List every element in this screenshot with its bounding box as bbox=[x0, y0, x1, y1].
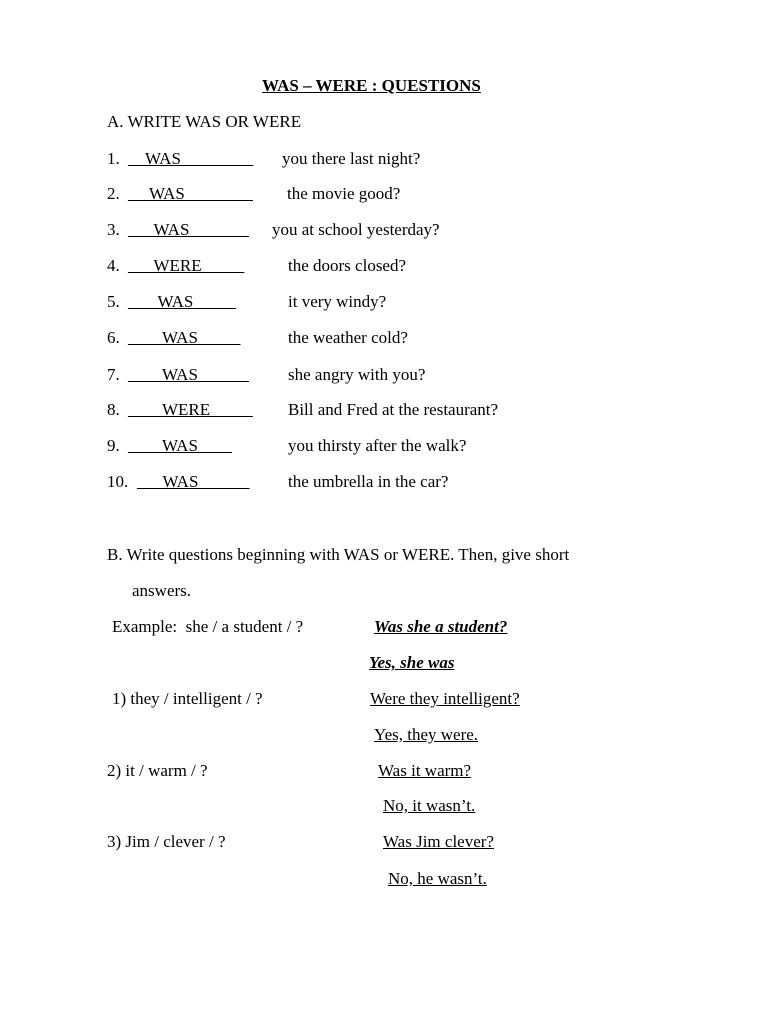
item-prompt: 2) it / warm / ? bbox=[107, 761, 208, 780]
item-text: you thirsty after the walk? bbox=[288, 436, 467, 455]
item-prompt: 3) Jim / clever / ? bbox=[107, 832, 226, 851]
example-prompt: Example: she / a student / ? bbox=[112, 617, 304, 636]
item-number: 3. bbox=[107, 220, 120, 239]
item-answer: No, it wasn’t. bbox=[383, 796, 476, 815]
section-b-heading-continued: answers. bbox=[132, 581, 192, 600]
answer-blank: ____WAS______ bbox=[128, 365, 249, 384]
answer-blank: ____WAS____ bbox=[128, 436, 232, 455]
item-text: the weather cold? bbox=[288, 328, 408, 347]
item-text: it very windy? bbox=[288, 292, 387, 311]
page-title: WAS – WERE : QUESTIONS bbox=[262, 76, 481, 95]
answer-blank: ____WERE_____ bbox=[128, 400, 253, 419]
item-number: 9. bbox=[107, 436, 120, 455]
item-text: the umbrella in the car? bbox=[288, 472, 449, 491]
item-number: 8. bbox=[107, 400, 120, 419]
item-number: 10. bbox=[107, 472, 129, 491]
section-b-heading: B. Write questions beginning with WAS or WERE. Then, give short bbox=[107, 545, 570, 564]
item-text: the movie good? bbox=[287, 184, 401, 203]
answer-blank: ___WERE_____ bbox=[128, 256, 245, 275]
example-answer: Yes, she was bbox=[369, 653, 455, 672]
item-text: the doors closed? bbox=[288, 256, 407, 275]
answer-blank: ___WAS______ bbox=[137, 472, 250, 491]
item-number: 4. bbox=[107, 256, 120, 275]
answer-blank: __ WAS________ bbox=[128, 184, 253, 203]
item-number: 1. bbox=[107, 149, 120, 168]
item-answer: Yes, they were. bbox=[374, 725, 479, 744]
item-question: Was it warm? bbox=[378, 761, 472, 780]
item-text: she angry with you? bbox=[288, 365, 426, 384]
section-a-heading: A. WRITE WAS OR WERE bbox=[107, 112, 302, 131]
item-number: 7. bbox=[107, 365, 120, 384]
answer-blank: ____WAS_____ bbox=[128, 328, 241, 347]
answer-blank: ___WAS_______ bbox=[128, 220, 249, 239]
item-answer: No, he wasn’t. bbox=[388, 869, 487, 888]
item-question: Was Jim clever? bbox=[383, 832, 494, 851]
item-question: Were they intelligent? bbox=[370, 689, 520, 708]
item-prompt: 1) they / intelligent / ? bbox=[112, 689, 263, 708]
item-number: 5. bbox=[107, 292, 120, 311]
item-text: you at school yesterday? bbox=[272, 220, 440, 239]
answer-blank: __WAS ________ bbox=[128, 149, 254, 168]
item-number: 2. bbox=[107, 184, 120, 203]
item-text: you there last night? bbox=[282, 149, 421, 168]
item-number: 6. bbox=[107, 328, 120, 347]
answer-blank: ___ WAS_____ bbox=[128, 292, 236, 311]
item-text: Bill and Fred at the restaurant? bbox=[288, 400, 499, 419]
example-question: Was she a student? bbox=[374, 617, 508, 636]
